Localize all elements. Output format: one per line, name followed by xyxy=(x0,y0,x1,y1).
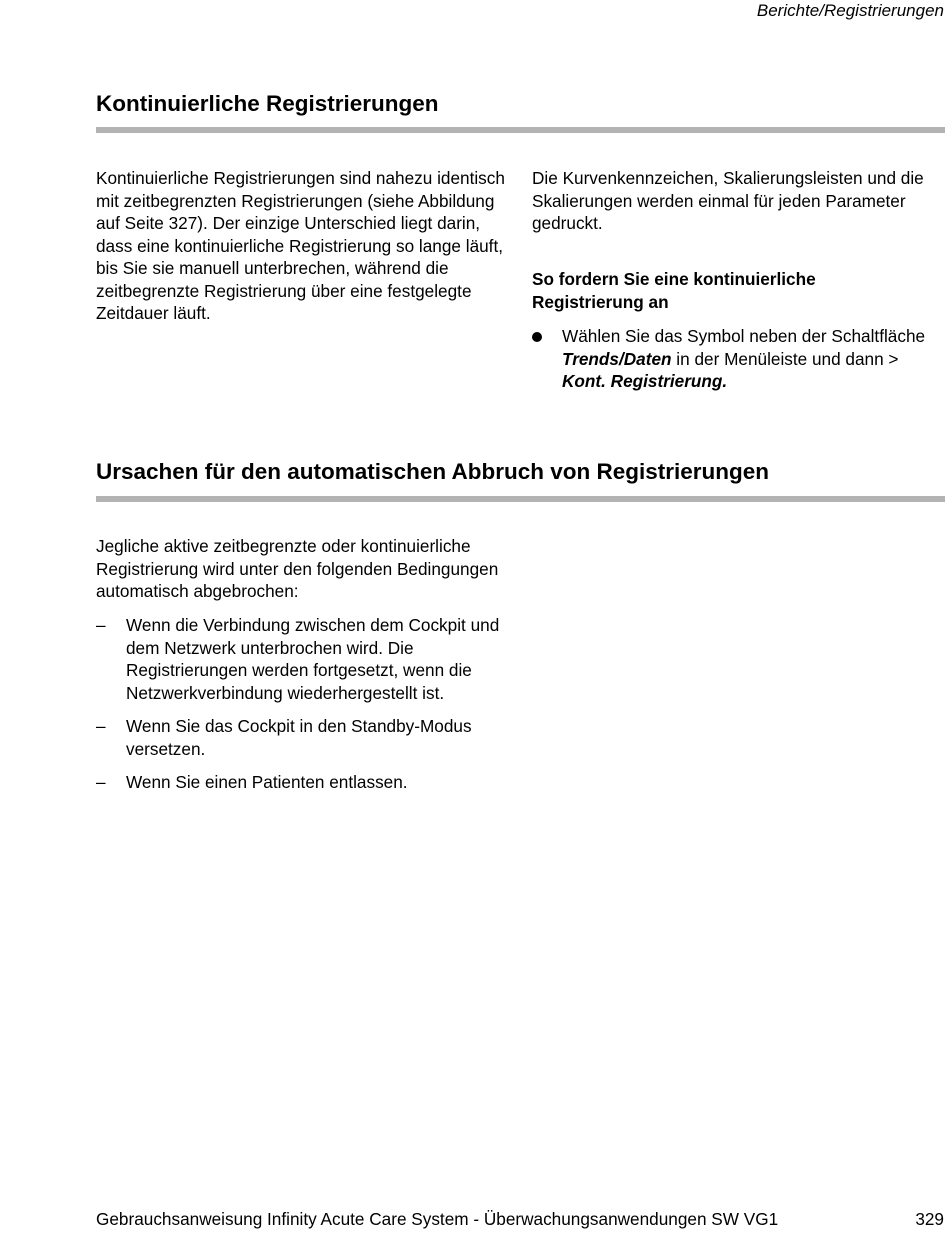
section-divider xyxy=(96,496,945,502)
section-title-automatic-abort: Ursachen für den automatischen Abbruch von Registrierungen xyxy=(96,459,770,484)
list-item xyxy=(96,614,516,704)
print-info-paragraph: Die Kurvenkennzeichen, Skalierungsleisten und die Skalierungen werden einmal für jeden Parameter gedruckt. xyxy=(532,168,924,233)
abort-intro-paragraph: Jegliche aktive zeitbegrenzte oder kontinuierliche Registrierung wird unter den folgenden Bedingungen automatisch abgebrochen: xyxy=(96,536,499,601)
submenu-item-kont-registrierung: Kont. Registrierung. xyxy=(562,371,728,391)
running-header: Berichte/Registrierungen xyxy=(756,1,944,20)
dash-bullet: – xyxy=(96,772,106,792)
footer-manual-title: Gebrauchsanweisung Infinity Acute Care System - Überwachungsanwendungen SW VG1 xyxy=(96,1209,779,1229)
list-item xyxy=(96,771,516,794)
step-text-middle: in der Menüleiste und dann > xyxy=(671,348,899,369)
bullet-icon xyxy=(532,332,542,342)
procedure-step-text xyxy=(562,325,947,393)
menu-item-trends-daten: Trends/Daten xyxy=(562,348,672,369)
list-item-text: Wenn Sie einen Patienten entlassen. xyxy=(126,772,408,792)
dash-bullet: – xyxy=(96,615,106,635)
list-item xyxy=(96,715,516,760)
section-divider xyxy=(96,127,945,133)
list-item-text: Wenn die Verbindung zwischen dem Cockpit und dem Netzwerk unterbrochen wird. Die Registrierungen werden fortgesetzt, wenn die Netzwerkverbindung wiederhergestellt ist. xyxy=(126,615,500,703)
intro-paragraph: Kontinuierliche Registrierungen sind nahezu identisch mit zeitbegrenzten Registrierungen (siehe Abbildung auf Seite 327). Der einzige Unterschied liegt darin, dass eine kontinuierliche Registrierung so lange läuft, bis Sie sie manuell unterbrechen, während die zeitbegrenzte Registrierung über eine festgelegte Zeitdauer läuft. xyxy=(96,168,505,323)
section-title-continuous-recordings: Kontinuierliche Registrierungen xyxy=(96,91,439,116)
step-text-before: Wählen Sie das Symbol neben der Schaltfläche xyxy=(562,326,926,346)
procedure-heading: So fordern Sie eine kontinuierliche Registrierung an xyxy=(532,269,816,312)
procedure-step xyxy=(532,325,947,393)
dash-bullet: – xyxy=(96,716,106,736)
page-number: 329 xyxy=(915,1209,944,1229)
list-item-text: Wenn Sie das Cockpit in den Standby-Modus versetzen. xyxy=(126,716,472,759)
